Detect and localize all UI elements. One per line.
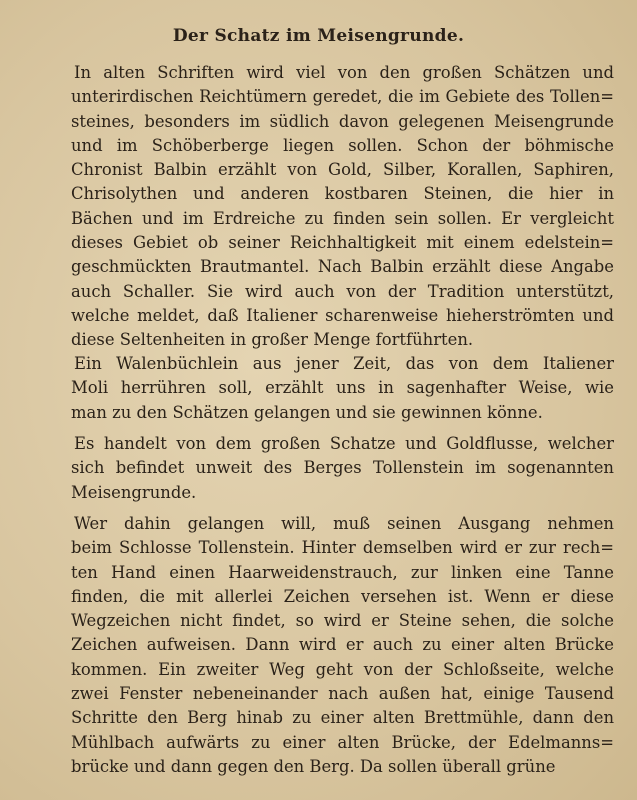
paragraph-3 [71, 432, 614, 505]
paragraph-4 [71, 512, 614, 779]
text-line: Mühlbach aufwärts zu einer alten Brücke, der Edelmanns= [71, 732, 614, 752]
text-line: Moli herrühren soll, erzählt uns in sagenhafter Weise, wie [71, 378, 614, 398]
text-line: und im Schöberberge liegen sollen. Schon der böhmische [71, 135, 614, 155]
text-line: brücke und dann gegen den Berg. Da sollen überall grüne [71, 756, 556, 776]
text-line: auch Schaller. Sie wird auch von der Tradition unterstützt, [71, 281, 614, 301]
text-line: finden, die mit allerlei Zeichen versehen ist. Wenn er diese [71, 586, 614, 606]
text-line: Es handelt von dem großen Schatze und Goldflusse, welcher [74, 434, 614, 453]
text-line: dieses Gebiet ob seiner Reichhaltigkeit mit einem edelstein= [71, 233, 614, 253]
text-line: Chronist Balbin erzählt von Gold, Silber, Korallen, Saphiren, [71, 160, 614, 180]
text-line: diese Seltenheiten in großer Menge fortführten. [71, 330, 474, 350]
text-line: Wer dahin gelangen will, muß seinen Ausgang nehmen [74, 514, 614, 533]
text-line: Wegzeichen nicht findet, so wird er Steine sehen, die solche [71, 611, 614, 631]
text-line: zwei Fenster nebeneinander nach außen hat, einige Tausend [71, 684, 614, 704]
text-line: Zeichen aufweisen. Dann wird er auch zu einer alten Brücke [71, 635, 614, 655]
text-line: kommen. Ein zweiter Weg geht von der Schloßseite, welche [71, 659, 614, 679]
text-line: welche meldet, daß Italiener scharenweise hieherströmten und [71, 305, 614, 325]
text-line: man zu den Schätzen gelangen und sie gewinnen könne. [71, 402, 543, 422]
text-line: geschmückten Brautmantel. Nach Balbin erzählt diese Angabe [71, 257, 614, 277]
text-line: Bächen und im Erdreiche zu finden sein sollen. Er vergleicht [71, 208, 614, 228]
text-line: ten Hand einen Haarweidenstrauch, zur linken eine Tanne [71, 562, 614, 582]
text-line: In alten Schriften wird viel von den großen Schätzen und [74, 63, 614, 82]
text-line: Ein Walenbüchlein aus jener Zeit, das von dem Italiener [74, 354, 614, 373]
paragraph-1 [71, 61, 614, 353]
text-line: beim Schlosse Tollenstein. Hinter demselben wird er zur rech= [71, 538, 614, 558]
page-title: Der Schatz im Meisengrunde. [172, 26, 465, 46]
text-line: Meisengrunde. [71, 482, 197, 502]
text-line: steines, besonders im südlich davon gelegenen Meisengrunde [71, 111, 614, 131]
text-line: Schritte den Berg hinab zu einer alten Brettmühle, dann den [71, 708, 614, 728]
text-line: sich befindet unweit des Berges Tollenstein im sogenannten [71, 458, 614, 478]
text-line: Chrisolythen und anderen kostbaren Steinen, die hier in [71, 184, 614, 204]
text-line: unterirdischen Reichtümern geredet, die im Gebiete des Tollen= [71, 87, 614, 107]
paragraph-2 [71, 352, 614, 425]
